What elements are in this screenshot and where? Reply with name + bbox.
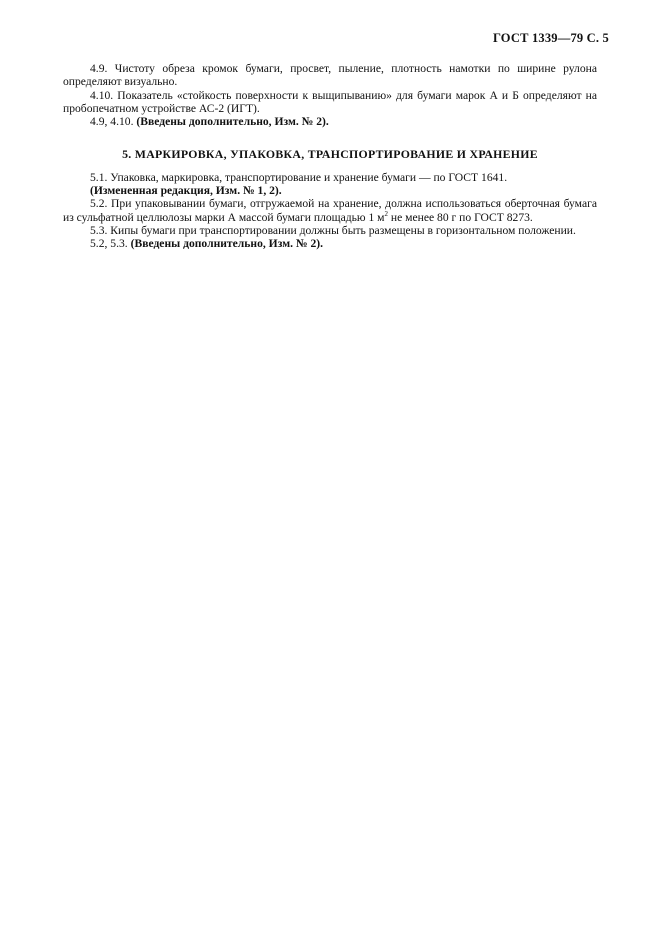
- paragraph-5-1: 5.1. Упаковка, маркировка, транспортирование и хранение бумаги — по ГОСТ 1641.: [90, 170, 508, 184]
- paragraph-4-10: 4.10. Показатель «стойкость поверхности к выщипыванию» для бумаги марок А и Б определяют на пробопечатном устройстве АС-2 (ИГТ).: [63, 88, 597, 115]
- amendment-note-4-9-4-10: [63, 115, 597, 128]
- amendment-note-5-1: (Измененная редакция, Изм. № 1, 2).: [90, 184, 282, 198]
- amendment-text: (Введены дополнительно, Изм. № 2).: [130, 237, 323, 251]
- paragraph-5-3: 5.3. Кипы бумаги при транспортировании должны быть размещены в горизонтальном положении.: [90, 223, 576, 237]
- paragraph-4-9: 4.9. Чистоту обреза кромок бумаги, просвет, пыление, плотность намотки по ширине рулона определяют визуально.: [63, 62, 597, 89]
- page-header: ГОСТ 1339—79 С. 5: [492, 31, 609, 45]
- amendment-ref: 5.2, 5.3.: [90, 237, 128, 251]
- document-body: [63, 62, 597, 251]
- superscript-2: 2: [384, 209, 389, 218]
- amendment-text: (Введены дополнительно, Изм. № 2).: [136, 115, 329, 129]
- amendment-note-5-2-5-3: [63, 237, 597, 250]
- paragraph-5-2-text: 5.2. При упаковывании бумаги, отгружаемой на хранение, должна использоваться оберточная бумага из сульфатной целлюлозы марки А массой бумаги площадью 1 м: [63, 197, 597, 224]
- amendment-ref: 4.9, 4.10.: [90, 115, 134, 129]
- section-5-title: 5. МАРКИРОВКА, УПАКОВКА, ТРАНСПОРТИРОВАНИЕ И ХРАНЕНИЕ: [122, 147, 538, 162]
- paragraph-5-2-text-end: не менее 80 г по ГОСТ 8273.: [388, 210, 533, 224]
- paragraph-5-2: [63, 197, 597, 224]
